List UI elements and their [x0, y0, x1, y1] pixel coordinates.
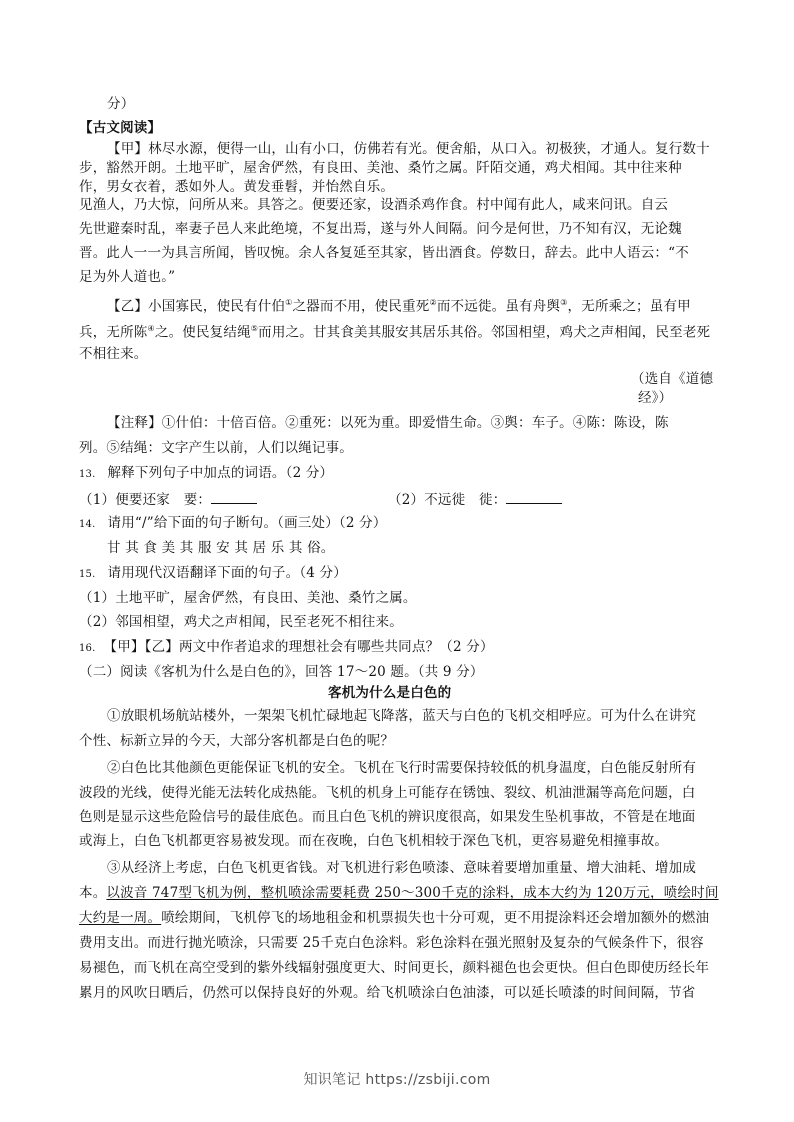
notes-line: 【注释】①什伯：十倍百倍。②重死：以死为重。即爱惜生命。③舆：车子。④陈：陈设，陈 [107, 415, 669, 431]
footnote-marker: ② [429, 298, 437, 307]
source-citation: 经》） [638, 390, 673, 406]
question-16: 16. 【甲】【乙】两文中作者追求的理想社会有哪些共同点？（2 分） [79, 639, 494, 655]
paragraph-2-line: ②白色比其他颜色更能保证飞机的安全。飞机在飞行时需要保持较低的机身温度，白色能反射所有 [107, 760, 697, 776]
jia-line: 作，男女衣着，悉如外人。黄发垂髫，并怡然自乐。 [79, 179, 395, 195]
source-citation: （选自《道德 [631, 371, 714, 387]
question-number: 13. [79, 469, 96, 480]
jia-line: 晋。此人一一为具言所闻，皆叹惋。余人各复延至其家，皆出酒食。停数日，辞去。此中人语云：“不 [79, 245, 689, 261]
question-number: 16. [79, 643, 96, 654]
continued-text: 分） [107, 96, 135, 112]
footer-watermark: 知识笔记 https://zsbiji.com [303, 1072, 491, 1088]
answer-blank[interactable] [506, 489, 562, 504]
paragraph-3-line: 大约是一周。喷绘期间，飞机停飞的场地租金和机票损失也十分可观，更不用提涂料还会增加额外的燃油 [79, 910, 710, 926]
q15-item: （1）土地平旷，屋舍俨然，有良田、美池、桑竹之属。 [79, 590, 417, 606]
jia-line: 先世避秦时乱，率妻子邑人来此绝境，不复出焉，遂与外人间隔。问今是何世，乃不知有汉，无论魏 [79, 221, 682, 237]
jia-line: 【甲】林尽水源，便得一山，山有小口，仿佛若有光。便舍船，从口入。初极狭，才通人。复行数十 [107, 141, 710, 157]
paragraph-2-line: 或海上，白色飞机都更容易被发现。而在夜晚，白色飞机相较于深色飞机，更容易避免相撞事故。 [79, 833, 669, 849]
paragraph-2-line: 色则是显示这些危险信号的最佳底色。而且白色飞机的辨识度很高，如果发生坠机事故，不管是在地面 [79, 809, 696, 825]
question-14: 14. 请用“/”给下面的句子断句。（画三处）（2 分） [79, 515, 387, 531]
section-heading-guwen: 【古文阅读】 [79, 120, 162, 136]
question-number: 15. [79, 569, 96, 580]
paragraph-3-line: 累月的风吹日晒后，仍然可以保持良好的外观。给飞机喷涂白色油漆，可以延长喷漆的时间间隔，节省 [79, 985, 696, 1001]
notes-line: 列。⑤结绳：文字产生以前，人们以绳记事。 [79, 440, 353, 456]
footnote-marker: ⑤ [250, 324, 259, 333]
underlined-text: 大约是一周。 [79, 910, 162, 926]
paragraph-3-line: 费用支出。而进行抛光喷涂，只需要 25千克白色涂料。彩色涂料在强光照射及复杂的气候条件下，很容 [79, 935, 704, 951]
yi-line-1: 【乙】小国寡民，使民有什伯①之器而不用，使民重死②而不远徙。虽有舟舆③，无所乘之；虽有甲 [107, 298, 691, 315]
question-number: 14. [79, 519, 96, 530]
yi-line-2: 兵，无所陈④之。使民复结绳⑤而用之。甘其食美其服安其居乐其俗。邻国相望，鸡犬之声相闻，民至老死 [79, 324, 711, 341]
underlined-text: 以波音 747型飞机为例，整机喷涂需要耗费 250～300千克的涂料，成本大约为 120万元，喷绘时间 [106, 885, 719, 901]
section-2-intro: （二）阅读《客机为什么是白色的》，回答 17～20 题。（共 9 分） [79, 664, 484, 680]
paragraph-3-line: ③从经济上考虑，白色飞机更省钱。对飞机进行彩色喷漆、意味着要增加重量、增大油耗、增加成 [107, 860, 697, 876]
paragraph-1-line: 个性、标新立异的今天，大部分客机都是白色的呢？ [79, 733, 395, 749]
paragraph-1-line: ①放眼机场航站楼外，一架架飞机忙碌地起飞降落，蓝天与白色的飞机交相呼应。可为什么在讲究 [107, 708, 697, 724]
footnote-marker: ① [285, 298, 293, 307]
q13-item-2: （2）不远徙 徙： [388, 489, 562, 509]
paragraph-2-line: 波段的光线，使得光能无法转化成热能。飞机的机身上可能存在锈蚀、裂纹、机油泄漏等高危问题，白 [79, 785, 696, 801]
q15-item: （2）邻国相望，鸡犬之声相闻，民至老死不相往来。 [79, 614, 403, 630]
question-13: 13. 解释下列句子中加点的词语。（2 分） [79, 465, 334, 481]
q13-item-1: （1）便要还家 要： [79, 489, 257, 509]
q14-sentence: 甘 其 食 美 其 服 安 其 居 乐 其 俗。 [107, 540, 335, 556]
jia-line: 见渔人，乃大惊，问所从来。具答之。便要还家，设酒杀鸡作食。村中闻有此人，咸来问讯。自云 [79, 197, 669, 213]
jia-line: 足为外人道也。” [79, 269, 176, 285]
footnote-marker: ④ [147, 324, 155, 333]
answer-blank[interactable] [211, 489, 257, 504]
paragraph-3-line: 易褪色，而飞机在高空受到的紫外线辐射强度更大、时间更长，颜料褪色也会更快。但白色即使历经长年 [79, 960, 710, 976]
paragraph-3-line: 本。以波音 747型飞机为例，整机喷涂需要耗费 250～300千克的涂料，成本大约为 120万元，喷绘时间 [79, 885, 719, 901]
yi-line-3: 不相往来。 [79, 346, 148, 362]
question-15: 15. 请用现代汉语翻译下面的句子。（4 分） [79, 565, 347, 581]
article-title: 客机为什么是白色的 [328, 685, 452, 701]
jia-line: 步，豁然开朗。土地平旷，屋舍俨然，有良田、美池、桑竹之属。阡陌交通，鸡犬相闻。其中往来种 [79, 160, 682, 176]
footnote-marker: ③ [560, 298, 568, 307]
